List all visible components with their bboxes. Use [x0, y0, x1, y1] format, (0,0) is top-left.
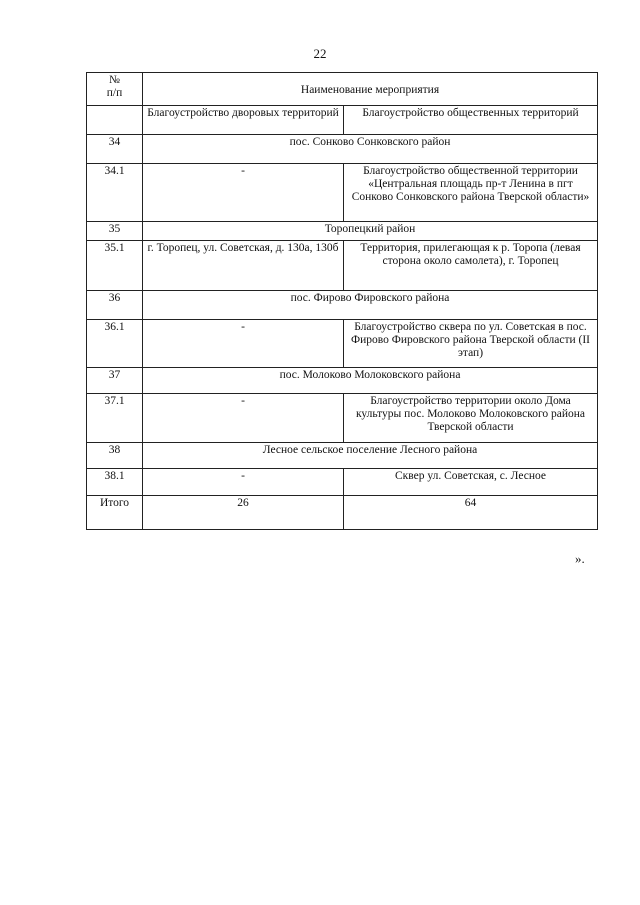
total-public: 64 — [344, 496, 598, 530]
item-row — [87, 394, 598, 443]
num-subheader-empty — [87, 106, 143, 135]
public-cell: Благоустройство сквера по ул. Советская в пос. Фирово Фировского района Тверской области (II этап) — [344, 320, 598, 368]
public-col-header: Благоустройство общественных территорий — [344, 106, 598, 135]
yard-cell: - — [143, 394, 344, 443]
row-number: 35.1 — [87, 241, 143, 291]
section-row — [87, 135, 598, 164]
row-number: 36 — [87, 291, 143, 320]
section-title: пос. Фирово Фировского района — [143, 291, 598, 320]
title-header: Наименование мероприятия — [143, 73, 598, 106]
yard-cell: - — [143, 469, 344, 496]
public-cell: Благоустройство территории около Дома культуры пос. Молоково Молоковского района Тверской области — [344, 394, 598, 443]
row-number: 38.1 — [87, 469, 143, 496]
row-number: 34 — [87, 135, 143, 164]
item-row — [87, 241, 598, 291]
total-row — [87, 496, 598, 530]
section-title: пос. Сонково Сонковского район — [143, 135, 598, 164]
yard-col-header: Благоустройство дворовых территорий — [143, 106, 344, 135]
num-header: № п/п — [87, 73, 143, 106]
section-title: Лесное сельское поселение Лесного района — [143, 443, 598, 469]
row-number: 36.1 — [87, 320, 143, 368]
item-row — [87, 164, 598, 222]
public-cell: Территория, прилегающая к р. Торопа (левая сторона около самолета), г. Торопец — [344, 241, 598, 291]
total-label: Итого — [87, 496, 143, 530]
total-yard: 26 — [143, 496, 344, 530]
section-title: Торопецкий район — [143, 222, 598, 241]
closing-quote-mark: ». — [575, 551, 585, 566]
row-number: 38 — [87, 443, 143, 469]
measures-table — [86, 72, 598, 530]
section-title: пос. Молоково Молоковского района — [143, 368, 598, 394]
yard-cell: г. Торопец, ул. Советская, д. 130а, 130б — [143, 241, 344, 291]
row-number: 37 — [87, 368, 143, 394]
public-cell: Сквер ул. Советская, с. Лесное — [344, 469, 598, 496]
subheader-row — [87, 106, 598, 135]
section-row — [87, 222, 598, 241]
yard-cell: - — [143, 164, 344, 222]
section-row — [87, 291, 598, 320]
public-cell: Благоустройство общественной территории «Центральная площадь пр-т Ленина в пгт Сонково Сонковского района Тверской области» — [344, 164, 598, 222]
section-row — [87, 368, 598, 394]
page-number: 22 — [313, 46, 327, 61]
section-row — [87, 443, 598, 469]
row-number: 35 — [87, 222, 143, 241]
yard-cell: - — [143, 320, 344, 368]
item-row — [87, 469, 598, 496]
row-number: 37.1 — [87, 394, 143, 443]
item-row — [87, 320, 598, 368]
row-number: 34.1 — [87, 164, 143, 222]
header-row — [87, 73, 598, 106]
